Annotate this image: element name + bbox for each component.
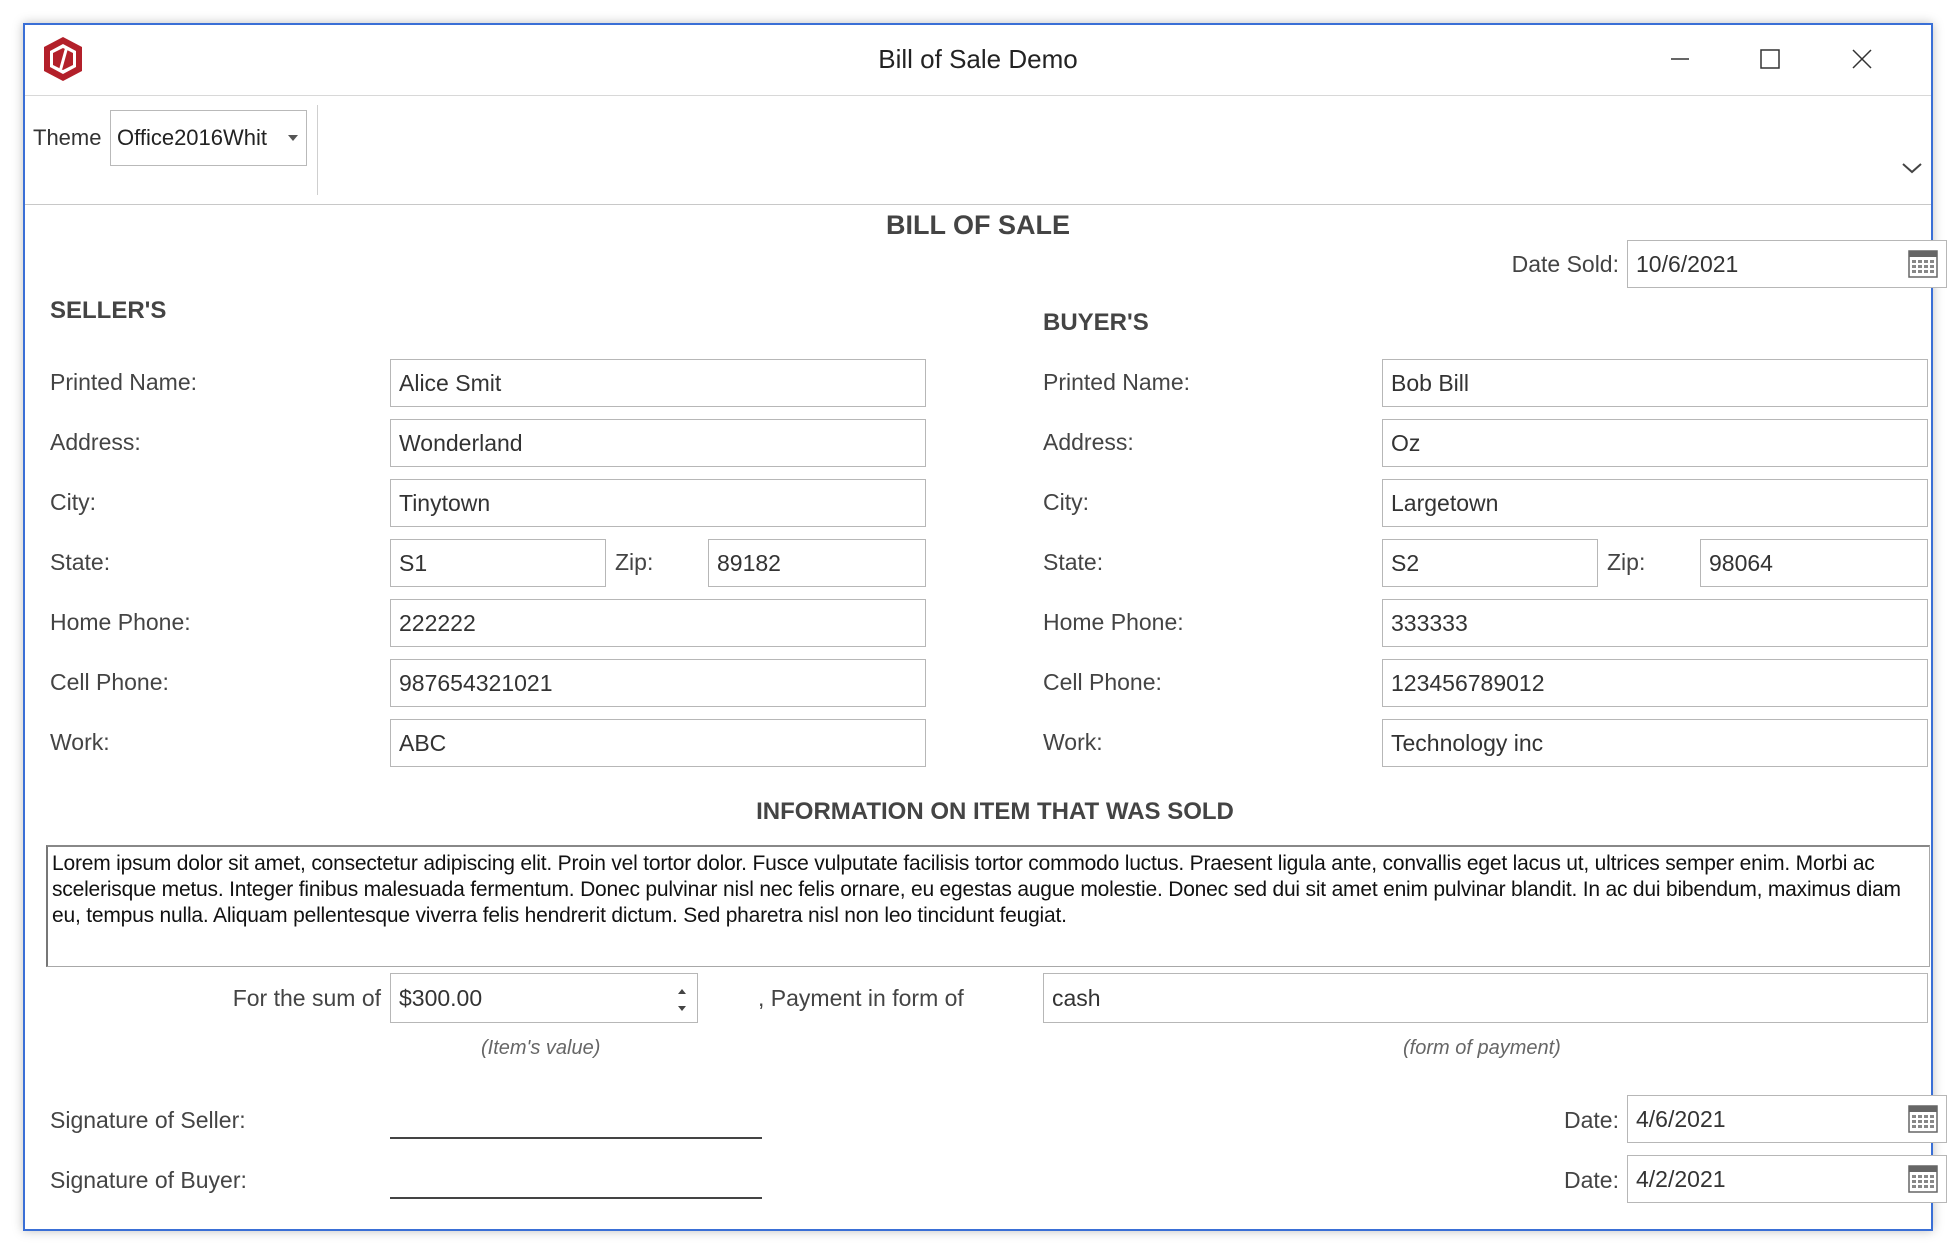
buyer-work-label: Work: bbox=[1043, 729, 1103, 755]
item-info-heading: INFORMATION ON ITEM THAT WAS SOLD bbox=[756, 798, 1234, 825]
buyer-home-phone-input[interactable] bbox=[1382, 599, 1928, 647]
seller-printed-name-value: Alice Smit bbox=[399, 369, 502, 396]
date-sold-picker[interactable] bbox=[1627, 240, 1947, 288]
spin-updown-icon[interactable] bbox=[673, 978, 691, 1022]
seller-home-phone-value: 222222 bbox=[399, 609, 476, 636]
buyer-signature-line[interactable] bbox=[390, 1197, 762, 1199]
close-button[interactable] bbox=[1827, 31, 1897, 87]
seller-signature-label: Signature of Seller: bbox=[50, 1107, 246, 1133]
seller-date-label: Date: bbox=[1564, 1107, 1619, 1133]
close-icon bbox=[1851, 48, 1873, 70]
calendar-icon[interactable] bbox=[1908, 250, 1938, 278]
buyer-home-phone-label: Home Phone: bbox=[1043, 609, 1184, 635]
seller-zip-input[interactable] bbox=[708, 539, 926, 587]
buyer-zip-label: Zip: bbox=[1607, 549, 1646, 575]
buyer-city-input[interactable] bbox=[1382, 479, 1928, 527]
item-description-text: Lorem ipsum dolor sit amet, consectetur adipiscing elit. Proin vel tortor dolor. Fusce vulputate facilisis tortor commodo luctus. Praesent ligula ante, convallis eget lacus ut, ultrices semper enim. Morbi ac scelerisque metus. Integer finibus malesuada fermentum. Donec pulvinar nisl nec felis ornare, eu egestas augue molestie. Donec sed dui sit amet enim pulvinar blandit. In ac dui bibendum, maximus diam eu, tempus nulla. Aliquam pellentesque viverra felis hendrerit dictum. Sed pharetra nisl non leo tincidunt feugiat. bbox=[52, 852, 1901, 927]
seller-work-label: Work: bbox=[50, 729, 110, 755]
ribbon-separator bbox=[317, 105, 318, 195]
buyer-work-value: Technology inc bbox=[1391, 729, 1544, 756]
theme-dropdown[interactable] bbox=[110, 110, 307, 166]
maximize-button[interactable] bbox=[1735, 31, 1805, 87]
seller-state-value: S1 bbox=[399, 549, 428, 576]
minimize-icon bbox=[1669, 48, 1691, 70]
seller-address-label: Address: bbox=[50, 429, 141, 455]
buyer-cell-phone-input[interactable] bbox=[1382, 659, 1928, 707]
seller-heading: SELLER'S bbox=[50, 297, 167, 324]
buyer-city-value: Largetown bbox=[1391, 489, 1499, 516]
app-logo-icon bbox=[39, 35, 87, 83]
seller-address-value: Wonderland bbox=[399, 429, 523, 456]
chevron-down-icon bbox=[288, 135, 298, 141]
seller-cell-phone-value: 987654321021 bbox=[399, 669, 553, 696]
ribbon-collapse-chevron-icon[interactable] bbox=[1897, 155, 1927, 181]
buyer-address-input[interactable] bbox=[1382, 419, 1928, 467]
ribbon bbox=[25, 95, 1931, 205]
buyer-work-input[interactable] bbox=[1382, 719, 1928, 767]
theme-dropdown-value: Office2016Whit bbox=[117, 125, 268, 150]
seller-signature-line[interactable] bbox=[390, 1137, 762, 1139]
sum-value: $300.00 bbox=[399, 984, 483, 1011]
seller-printed-name-label: Printed Name: bbox=[50, 369, 198, 395]
seller-printed-name-input[interactable] bbox=[390, 359, 926, 407]
seller-city-label: City: bbox=[50, 489, 96, 515]
payment-form-value: cash bbox=[1052, 984, 1101, 1011]
buyer-zip-value: 98064 bbox=[1709, 549, 1773, 576]
payment-form-input[interactable] bbox=[1043, 973, 1928, 1023]
item-description-textarea[interactable] bbox=[46, 845, 1930, 967]
buyer-cell-phone-label: Cell Phone: bbox=[1043, 669, 1162, 695]
buyer-cell-phone-value: 123456789012 bbox=[1391, 669, 1545, 696]
form-title: BILL OF SALE bbox=[885, 210, 1070, 240]
buyer-zip-input[interactable] bbox=[1700, 539, 1928, 587]
seller-cell-phone-input[interactable] bbox=[390, 659, 926, 707]
seller-date-value: 4/6/2021 bbox=[1636, 1105, 1726, 1132]
buyer-printed-name-label: Printed Name: bbox=[1043, 369, 1191, 395]
seller-date-picker[interactable] bbox=[1627, 1095, 1947, 1143]
window-title: Bill of Sale Demo bbox=[878, 44, 1078, 74]
calendar-icon[interactable] bbox=[1908, 1165, 1938, 1193]
seller-city-input[interactable] bbox=[390, 479, 926, 527]
date-sold-label: Date Sold: bbox=[1511, 251, 1619, 277]
buyer-date-value: 4/2/2021 bbox=[1636, 1165, 1726, 1192]
minimize-button[interactable] bbox=[1645, 31, 1715, 87]
sum-label: For the sum of bbox=[232, 985, 381, 1011]
buyer-state-label: State: bbox=[1043, 549, 1104, 575]
app-window bbox=[23, 23, 1933, 1231]
seller-state-input[interactable] bbox=[390, 539, 606, 587]
seller-city-value: Tinytown bbox=[399, 489, 491, 516]
buyer-address-label: Address: bbox=[1043, 429, 1134, 455]
buyer-heading: BUYER'S bbox=[1043, 309, 1149, 336]
date-sold-value: 10/6/2021 bbox=[1636, 250, 1739, 277]
sum-spin-editor[interactable] bbox=[390, 973, 698, 1023]
seller-zip-label: Zip: bbox=[615, 549, 654, 575]
buyer-date-label: Date: bbox=[1564, 1167, 1619, 1193]
seller-cell-phone-label: Cell Phone: bbox=[50, 669, 169, 695]
theme-label: Theme bbox=[33, 125, 102, 150]
buyer-city-label: City: bbox=[1043, 489, 1089, 515]
buyer-date-picker[interactable] bbox=[1627, 1155, 1947, 1203]
buyer-signature-label: Signature of Buyer: bbox=[50, 1167, 247, 1193]
payment-form-hint: (form of payment) bbox=[1403, 1037, 1561, 1059]
sum-hint: (Item's value) bbox=[481, 1037, 601, 1059]
buyer-state-input[interactable] bbox=[1382, 539, 1598, 587]
seller-work-input[interactable] bbox=[390, 719, 926, 767]
seller-home-phone-label: Home Phone: bbox=[50, 609, 191, 635]
buyer-home-phone-value: 333333 bbox=[1391, 609, 1468, 636]
maximize-icon bbox=[1759, 48, 1781, 70]
buyer-state-value: S2 bbox=[1391, 549, 1420, 576]
seller-work-value: ABC bbox=[399, 729, 447, 756]
seller-state-label: State: bbox=[50, 549, 111, 575]
seller-zip-value: 89182 bbox=[717, 549, 781, 576]
seller-address-input[interactable] bbox=[390, 419, 926, 467]
buyer-address-value: Oz bbox=[1391, 429, 1421, 456]
seller-home-phone-input[interactable] bbox=[390, 599, 926, 647]
buyer-printed-name-input[interactable] bbox=[1382, 359, 1928, 407]
payment-form-label: , Payment in form of bbox=[758, 985, 964, 1011]
buyer-printed-name-value: Bob Bill bbox=[1391, 369, 1469, 396]
calendar-icon[interactable] bbox=[1908, 1105, 1938, 1133]
